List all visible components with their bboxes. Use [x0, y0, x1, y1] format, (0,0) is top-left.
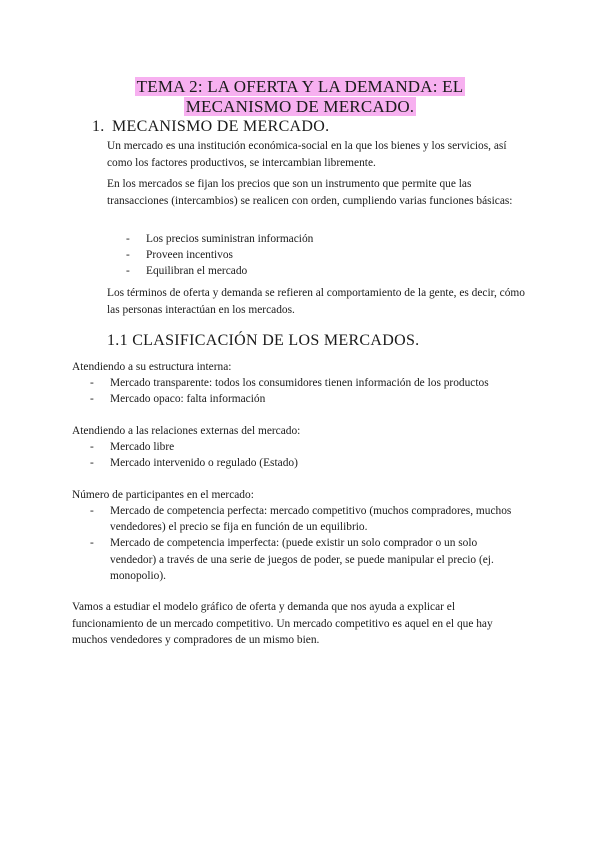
participants-list	[90, 503, 520, 584]
section-1-number: 1.	[92, 118, 105, 135]
price-functions-list	[126, 231, 506, 280]
section-1-1-heading: 1.1 CLASIFICACIÓN DE LOS MERCADOS.	[107, 332, 420, 349]
section-1-title: MECANISMO DE MERCADO.	[112, 118, 330, 135]
participants-intro: Número de participantes en el mercado:	[72, 489, 254, 501]
list-item: - Mercado libre	[90, 439, 550, 455]
list-item: - Mercado de competencia perfecta: mercado competitivo (muchos compradores, muchos vendedores) el precio se fija en función de un equilibrio.	[90, 503, 520, 535]
document-title-line-2	[0, 96, 600, 118]
internal-structure-intro: Atendiendo a su estructura interna:	[72, 361, 232, 373]
list-item: - Proveen incentivos	[126, 247, 506, 263]
closing-paragraph: Vamos a estudiar el modelo gráfico de oferta y demanda que nos ayuda a explicar el funcionamiento de un mercado competitivo. Un mercado competitivo es aquel en el que hay muchos vendedores y compradores de un mismo bien.	[72, 601, 493, 646]
title-highlight-2: MECANISMO DE MERCADO.	[185, 97, 415, 116]
section-1-paragraph-3: Los términos de oferta y demanda se refieren al comportamiento de la gente, es decir, cómo las personas interactúan en los mercados.	[107, 287, 525, 316]
section-1-heading	[92, 118, 329, 136]
list-item: - Mercado intervenido o regulado (Estado)	[90, 455, 550, 471]
external-relations-intro: Atendiendo a las relaciones externas del mercado:	[72, 425, 301, 437]
list-item: - Equilibran el mercado	[126, 263, 506, 279]
document-title-line-1	[0, 76, 600, 98]
list-item: - Mercado opaco: falta información	[90, 391, 550, 407]
list-item: - Mercado de competencia imperfecta: (puede existir un solo comprador o un solo vendedor) a través de una serie de juegos de poder, se puede manipular el precio (ej. monopolio).	[90, 535, 520, 584]
title-highlight-1: TEMA 2: LA OFERTA Y LA DEMANDA: EL	[136, 77, 464, 96]
external-relations-list	[90, 439, 550, 471]
section-1-paragraph-2: En los mercados se fijan los precios que son un instrumento que permite que las transacciones (intercambios) se realicen con orden, cumpliendo varias funciones básicas:	[107, 178, 513, 207]
list-item: - Mercado transparente: todos los consumidores tienen información de los productos	[90, 375, 550, 391]
list-item: - Los precios suministran información	[126, 231, 506, 247]
section-1-paragraph-1: Un mercado es una institución económica-social en la que los bienes y los servicios, así como los factores productivos, se intercambian libremente.	[107, 140, 507, 169]
internal-structure-list	[90, 375, 550, 407]
